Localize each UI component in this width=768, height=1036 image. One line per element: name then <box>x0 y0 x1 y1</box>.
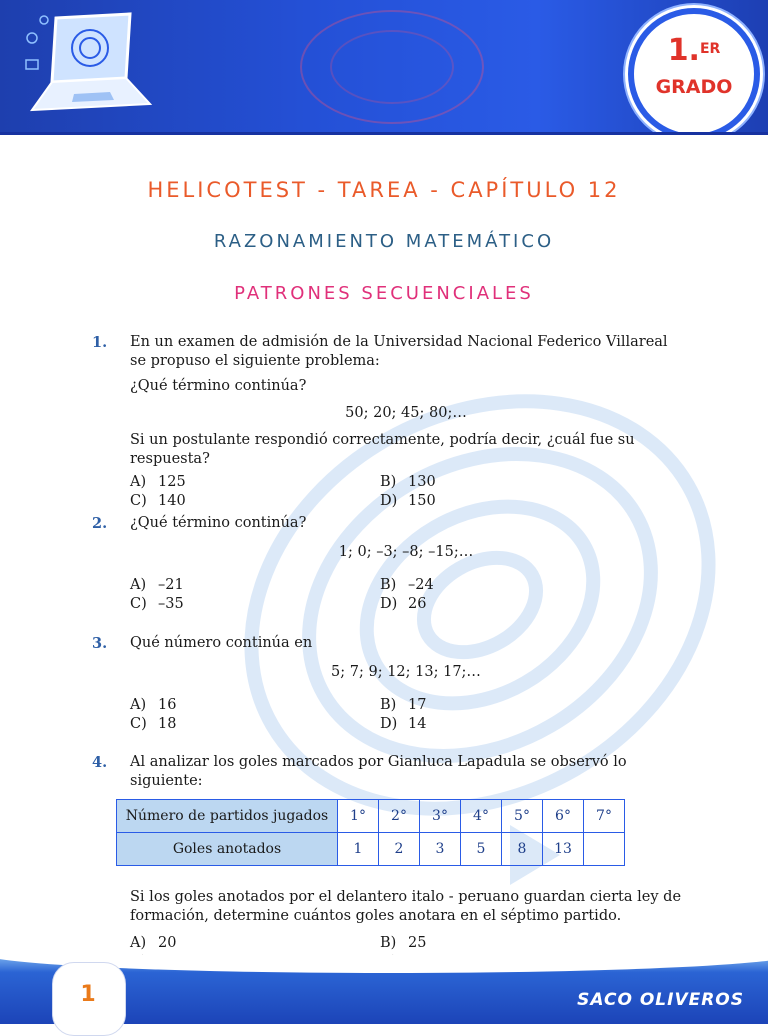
option-b[interactable]: B) 25 <box>380 935 427 951</box>
page-title: HELICOTEST - TAREA - CAPÍTULO 12 <box>147 178 621 202</box>
question-number: 2. <box>92 515 108 532</box>
grade-number: 1.$^{ER}$ <box>667 33 721 68</box>
sequence: 1; 0; –3; –8; –15;… <box>338 544 474 560</box>
question-prompt: ¿Qué término continúa? <box>130 378 307 394</box>
table-row <box>117 833 625 866</box>
question-prompt: Al analizar los goles marcados por Gianluca Lapadula se observó lo siguiente: <box>130 754 627 789</box>
table-cell: 6° <box>543 800 584 833</box>
subject-title: RAZONAMIENTO MATEMÁTICO <box>213 231 555 252</box>
question-4 <box>92 753 682 972</box>
option-a[interactable]: A) 125 <box>130 474 186 490</box>
table-cell: 7° <box>584 800 625 833</box>
table-cell: 1 <box>338 833 379 866</box>
table-cell: 5° <box>502 800 543 833</box>
options <box>130 576 682 614</box>
table-row <box>117 800 625 833</box>
option-a[interactable]: A) 20 <box>130 935 177 951</box>
table-cell: 5 <box>461 833 502 866</box>
option-c[interactable]: C) –35 <box>130 596 184 612</box>
option-c[interactable]: C) 18 <box>130 716 177 732</box>
options <box>130 696 682 734</box>
question-number: 1. <box>92 334 108 351</box>
option-b[interactable]: B) 130 <box>380 474 436 490</box>
header-banner <box>0 0 768 135</box>
goals-table <box>116 799 625 866</box>
question-2 <box>92 514 682 614</box>
table-cell: 2° <box>379 800 420 833</box>
table-cell: 4° <box>461 800 502 833</box>
table-cell: 3° <box>420 800 461 833</box>
question-prompt: Qué número continúa en <box>130 635 313 651</box>
laptop-icon <box>18 8 168 118</box>
table-cell: 3 <box>420 833 461 866</box>
sequence: 50; 20; 45; 80;… <box>345 405 467 421</box>
option-a[interactable]: A) –21 <box>130 577 184 593</box>
question-3 <box>92 634 682 734</box>
grade-label: GRADO <box>655 76 733 98</box>
question-prompt: ¿Qué término continúa? <box>130 515 307 531</box>
page-number: 1 <box>80 982 96 1007</box>
table-cell <box>584 833 625 866</box>
sequence: 5; 7; 9; 12; 13; 17;… <box>331 664 481 680</box>
topic-title: PATRONES SECUENCIALES <box>234 283 534 304</box>
table-cell: 8 <box>502 833 543 866</box>
brand-logo: SACO OLIVEROS <box>577 990 744 1010</box>
option-a[interactable]: A) 16 <box>130 697 177 713</box>
table-cell: 2 <box>379 833 420 866</box>
question-intro: En un examen de admisión de la Universidad Nacional Federico Villareal se propuso el siguiente problema: <box>130 334 668 369</box>
table-header-cell: Goles anotados <box>117 833 338 866</box>
option-c[interactable]: C) 140 <box>130 493 186 509</box>
option-d[interactable]: D) 26 <box>380 596 427 612</box>
question-number: 4. <box>92 754 108 771</box>
table-cell: 1° <box>338 800 379 833</box>
table-cell: 13 <box>543 833 584 866</box>
option-b[interactable]: B) 17 <box>380 697 427 713</box>
option-b[interactable]: B) –24 <box>380 577 434 593</box>
grade-badge <box>628 8 760 135</box>
option-d[interactable]: D) 14 <box>380 716 427 732</box>
question-followup: Si un postulante respondió correctamente, podría decir, ¿cuál fue su respuesta? <box>130 432 635 467</box>
table-header-cell: Número de partidos jugados <box>117 800 338 833</box>
option-d[interactable]: D) 150 <box>380 493 436 509</box>
options <box>130 473 682 511</box>
question-followup: Si los goles anotados por el delantero italo - peruano guardan cierta ley de formación, determine cuántos goles anotara en el séptimo partido. <box>130 889 682 924</box>
question-number: 3. <box>92 635 108 652</box>
question-1 <box>92 333 682 511</box>
banner-decoration <box>330 30 454 104</box>
